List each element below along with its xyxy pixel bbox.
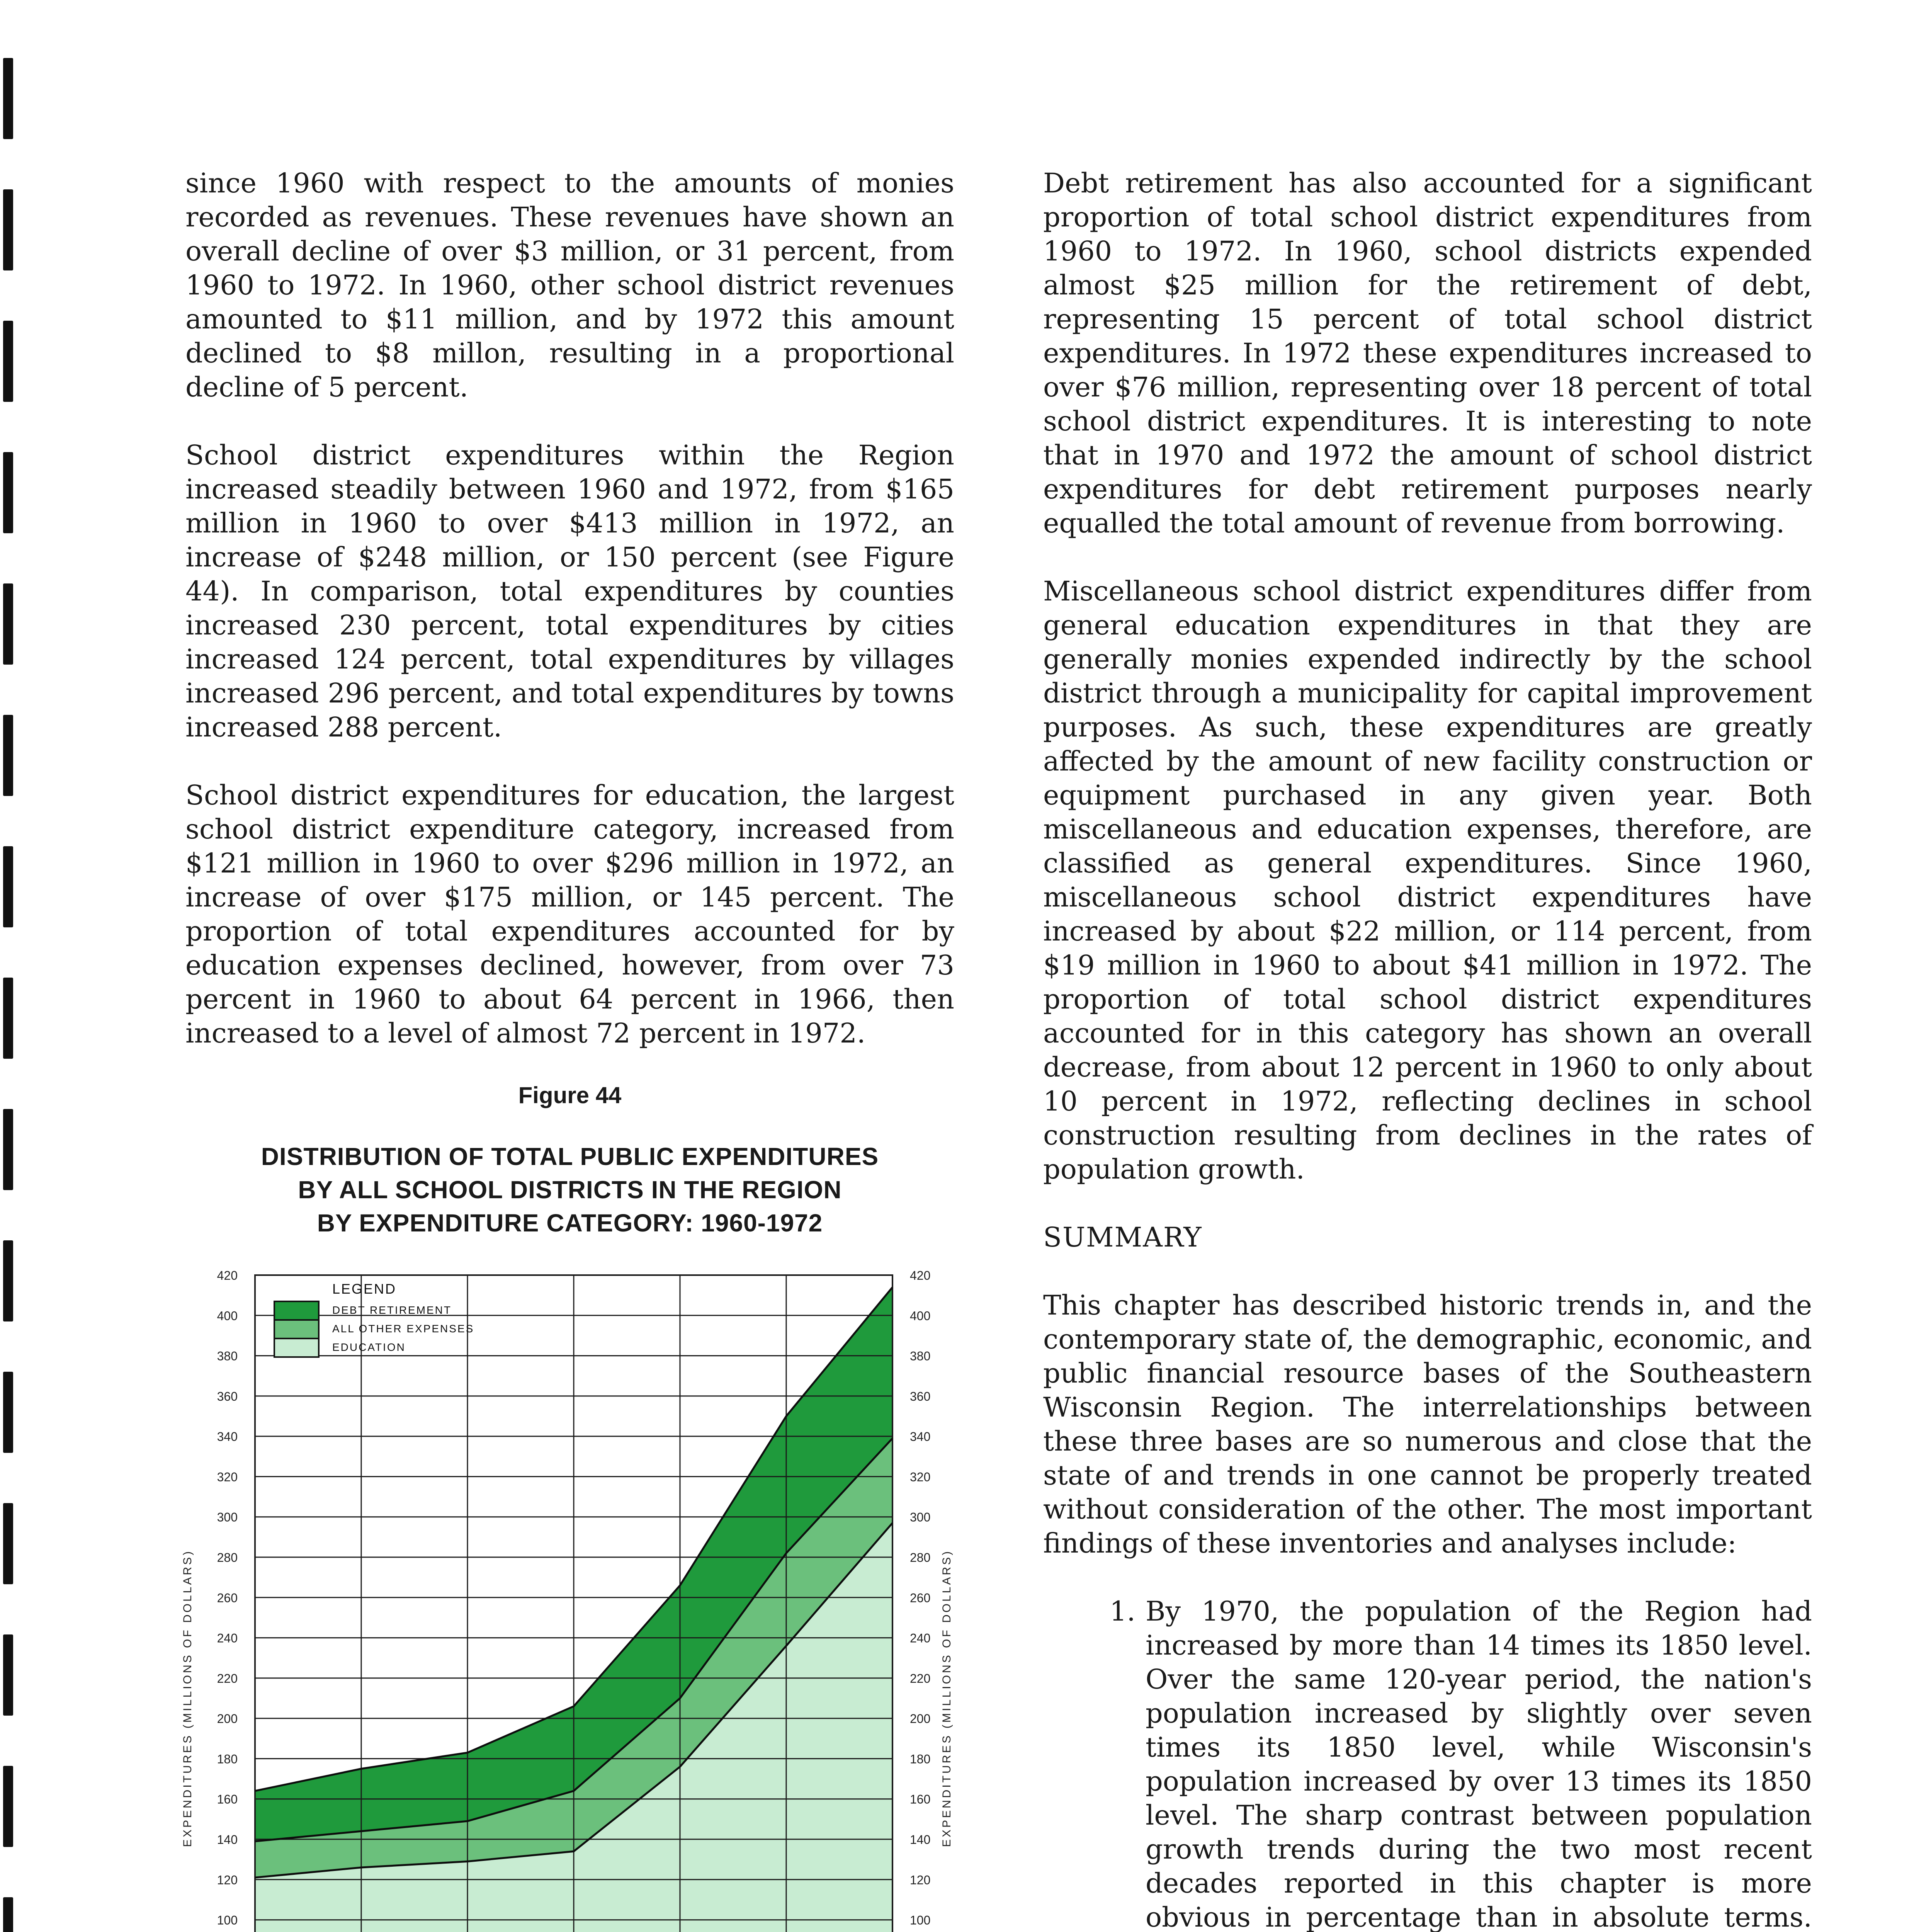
legend-label: EDUCATION <box>332 1341 406 1353</box>
binding-hole <box>3 189 13 270</box>
figure-title <box>185 1140 954 1240</box>
y-tick-label-right: 220 <box>910 1671 931 1685</box>
binding-hole <box>3 1240 13 1321</box>
y-tick-label-right: 380 <box>910 1349 931 1363</box>
y-tick-label-right: 120 <box>910 1873 931 1887</box>
section-heading: SUMMARY <box>1043 1221 1202 1253</box>
legend-swatch <box>274 1320 319 1338</box>
figure-title-line: BY ALL SCHOOL DISTRICTS IN THE REGION <box>298 1176 842 1204</box>
y-tick-label-right: 140 <box>910 1833 931 1847</box>
binding-hole <box>3 58 13 139</box>
legend-swatch <box>274 1338 319 1357</box>
body-paragraph: School district expenditures for education, the largest school district expenditure category, increased from $121 million in 1960 to over $296 million in 1972, an increase of over $175 million, or 145 percent. The proportion of total expenditures accounted for by education expenses declined, however, from over 73 percent in 1960 to about 64 percent in 1966, then increased to a level of almost 72 percent in 1972. <box>185 779 954 1049</box>
figure-title-line: DISTRIBUTION OF TOTAL PUBLIC EXPENDITURES <box>261 1143 879 1170</box>
y-tick-label-left: 220 <box>217 1671 238 1685</box>
binding-hole <box>3 846 13 927</box>
y-axis-label-left: EXPENDITURES (MILLIONS OF DOLLARS) <box>181 1549 194 1847</box>
figure-title-line: BY EXPENDITURE CATEGORY: 1960-1972 <box>317 1209 823 1237</box>
body-paragraph: Miscellaneous school district expenditures differ from general education expenditures in that they are generally monies expended indirectly by the school district through a municipality for capital improvement purposes. As such, these expenditures are greatly affected by the amount of new facility construction or equipment purchased in any given year. Both miscellaneous and education expenses, therefore, are classified as general expenditures. Since 1960, miscellaneous school district expenditures have increased by about $22 million, or 114 percent, from $19 million in 1960 to about $41 million in 1972. The proportion of total school district expenditures accounted for in this category has shown an overall decrease, from about 12 percent in 1960 to only about 10 percent in 1972, reflecting declines in school construction resulting from declines in the rates of population growth. <box>1043 575 1812 1185</box>
y-tick-label-left: 280 <box>217 1551 238 1565</box>
y-tick-label-left: 120 <box>217 1873 238 1887</box>
legend-title: LEGEND <box>332 1281 397 1297</box>
left-column <box>185 166 954 1084</box>
y-tick-label-right: 240 <box>910 1631 931 1645</box>
y-tick-label-left: 300 <box>217 1510 238 1524</box>
y-tick-label-right: 420 <box>910 1269 931 1282</box>
binding-hole <box>3 1766 13 1847</box>
y-tick-label-left: 340 <box>217 1430 238 1444</box>
legend-label: ALL OTHER EXPENSES <box>332 1323 474 1335</box>
binding-holes <box>0 0 23 1932</box>
binding-hole <box>3 1503 13 1584</box>
y-tick-label-left: 400 <box>217 1309 238 1323</box>
y-tick-label-right: 180 <box>910 1752 931 1766</box>
y-tick-label-right: 200 <box>910 1712 931 1726</box>
y-tick-label-left: 140 <box>217 1833 238 1847</box>
y-tick-label-right: 320 <box>910 1470 931 1484</box>
finding-number: 1. <box>1110 1595 1135 1627</box>
legend-swatch <box>274 1301 319 1320</box>
binding-hole <box>3 583 13 665</box>
y-tick-label-right: 100 <box>910 1913 931 1927</box>
y-tick-label-right: 400 <box>910 1309 931 1323</box>
binding-hole <box>3 1372 13 1453</box>
y-tick-label-right: 260 <box>910 1591 931 1605</box>
legend-label: DEBT RETIREMENT <box>332 1304 452 1316</box>
y-tick-label-left: 260 <box>217 1591 238 1605</box>
y-tick-label-left: 420 <box>217 1269 238 1282</box>
right-column <box>1043 166 1812 1932</box>
y-tick-label-right: 300 <box>910 1510 931 1524</box>
summary-intro: This chapter has described historic trends in, and the contemporary state of, the demographic, economic, and public financial resource bases of the Southeastern Wisconsin Region. The interrelationships between these three bases are so numerous and close that the state of and trends in one cannot be properly treated without consideration of the other. The most important findings of these inventories and analyses include: <box>1043 1289 1812 1559</box>
y-axis-label-right: EXPENDITURES (MILLIONS OF DOLLARS) <box>940 1549 953 1847</box>
y-tick-label-left: 320 <box>217 1470 238 1484</box>
finding-item <box>1043 1594 1812 1932</box>
y-tick-label-right: 340 <box>910 1430 931 1444</box>
binding-hole <box>3 978 13 1059</box>
binding-hole <box>3 321 13 402</box>
body-paragraph: School district expenditures within the Region increased steadily between 1960 and 1972, from $165 million in 1960 to over $413 million in 1972, an increase of $248 million, or 150 percent (see Figure 44). In comparison, total expenditures by counties increased 230 percent, total expenditures by cities increased 124 percent, total expenditures by villages increased 296 percent, and total expenditures by towns increased 288 percent. <box>185 439 954 743</box>
y-tick-label-left: 380 <box>217 1349 238 1363</box>
figure-label: Figure 44 <box>518 1082 622 1108</box>
y-tick-label-left: 160 <box>217 1792 238 1806</box>
binding-hole <box>3 1109 13 1190</box>
binding-hole <box>3 715 13 796</box>
binding-hole <box>3 1634 13 1716</box>
expenditure-area-chart <box>162 1244 974 1932</box>
y-tick-label-right: 280 <box>910 1551 931 1565</box>
y-tick-label-left: 180 <box>217 1752 238 1766</box>
y-tick-label-left: 360 <box>217 1389 238 1403</box>
body-paragraph: Debt retirement has also accounted for a significant proportion of total school district expenditures from 1960 to 1972. In 1960, school districts expended almost $25 million for the retirement of debt, representing 15 percent of total school district expenditures. In 1972 these expenditures increased to over $76 million, representing over 18 percent of total school district expenditures. It is interesting to note that in 1970 and 1972 the amount of school district expenditures for debt retirement purposes nearly equalled the total amount of revenue from borrowing. <box>1043 167 1812 539</box>
binding-hole <box>3 1897 13 1932</box>
y-tick-label-left: 200 <box>217 1712 238 1726</box>
body-paragraph: since 1960 with respect to the amounts of monies recorded as revenues. These revenues have shown an overall decline of over $3 million, or 31 percent, from 1960 to 1972. In 1960, other school district revenues amounted to $11 million, and by 1972 this amount declined to $8 millon, resulting in a proportional decline of 5 percent. <box>185 167 954 403</box>
finding-text: By 1970, the population of the Region had increased by more than 14 times its 1850 level. Over the same 120-year period, the nation's population increased by slightly over seven times its 1850 level, while Wisconsin's population increased by over 13 times its 1850 level. The sharp contrast between population growth trends during the two most recent decades reported in this chapter is more obvious in percentage than in absolute terms. <box>1146 1595 1812 1932</box>
y-tick-label-left: 240 <box>217 1631 238 1645</box>
y-tick-label-right: 360 <box>910 1389 931 1403</box>
binding-hole <box>3 452 13 533</box>
y-tick-label-left: 100 <box>217 1913 238 1927</box>
y-tick-label-right: 160 <box>910 1792 931 1806</box>
